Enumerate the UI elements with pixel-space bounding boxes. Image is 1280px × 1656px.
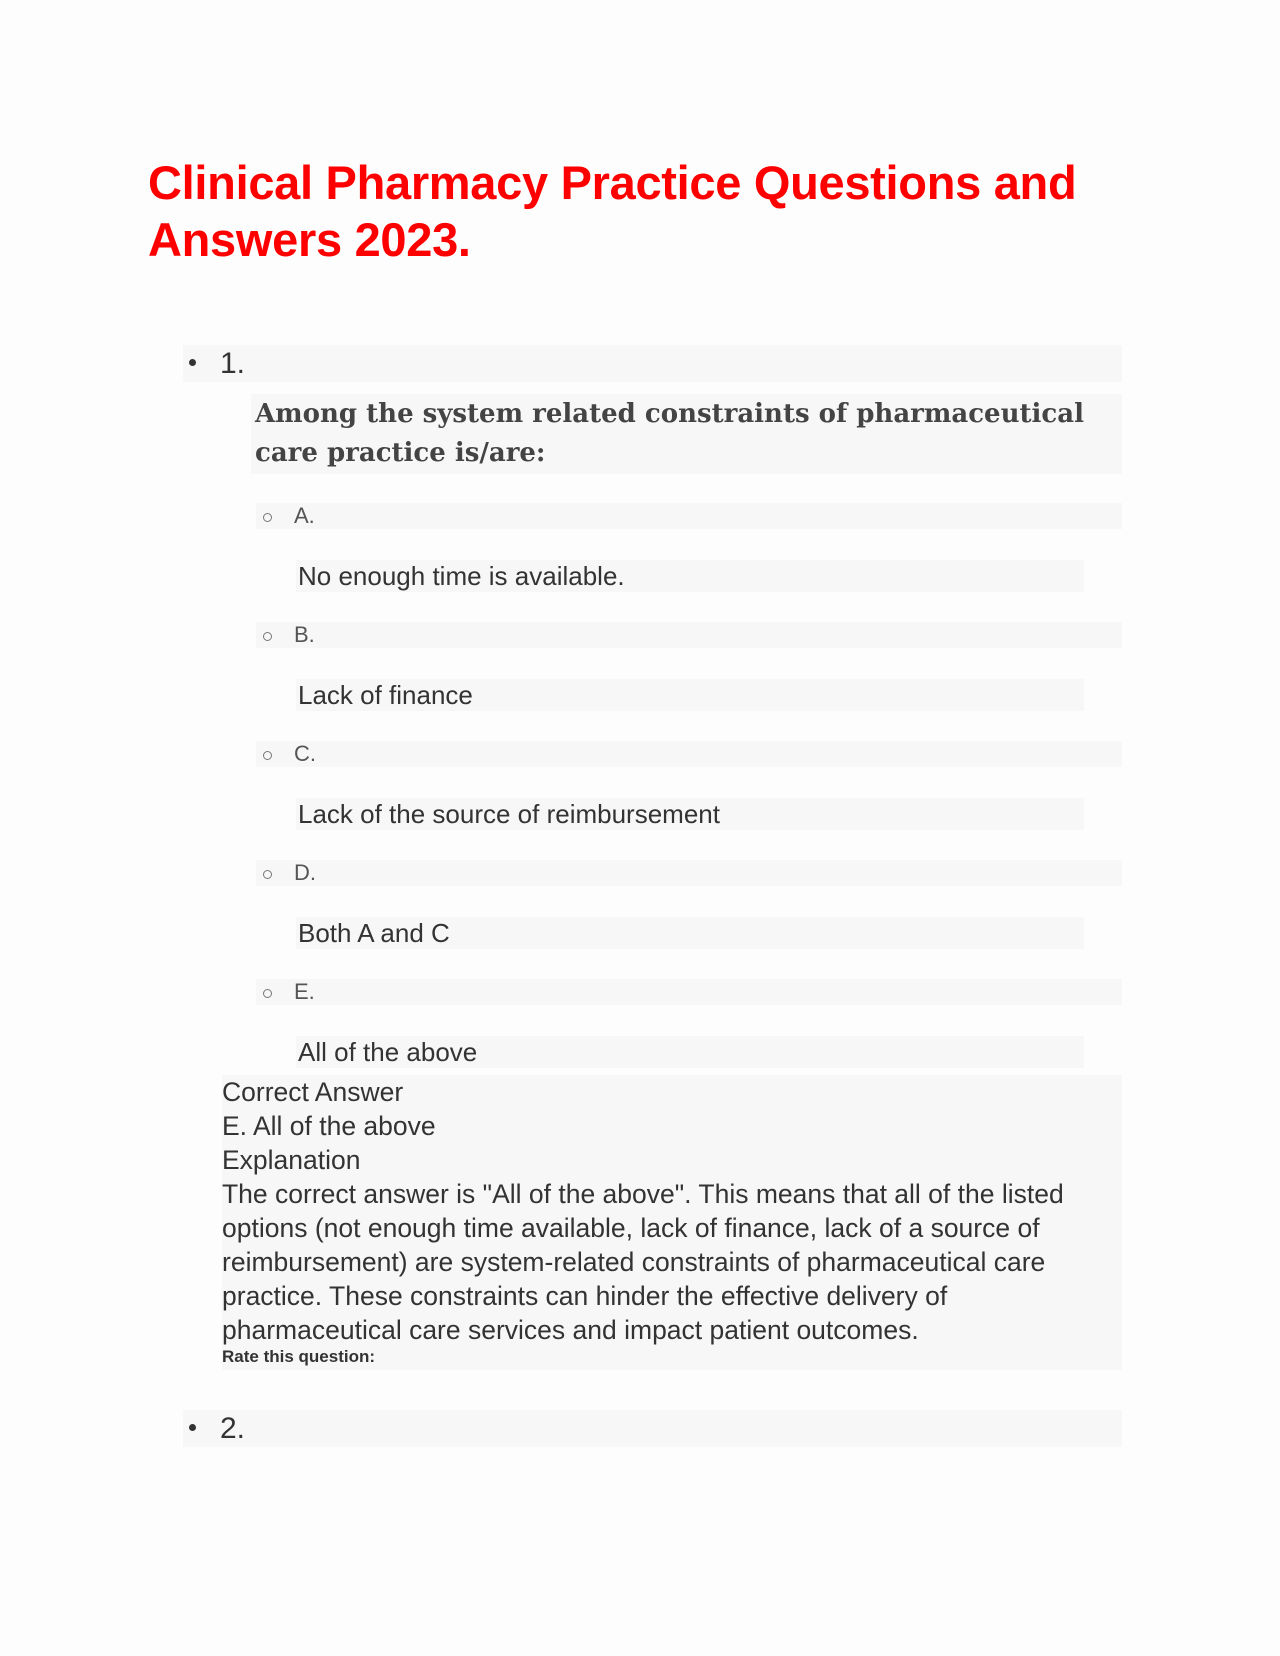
- correct-answer: E. All of the above: [222, 1111, 436, 1141]
- option-label: B.: [294, 622, 315, 647]
- explanation-line: practice. These constraints can hinder the effective delivery of: [222, 1281, 948, 1311]
- question-number-2: 2.: [183, 1410, 1122, 1447]
- explanation-heading: Explanation: [222, 1145, 361, 1175]
- option-text: All of the above: [296, 1036, 1084, 1068]
- circle-bullet-icon: [263, 751, 272, 760]
- option-b[interactable]: [256, 622, 1122, 648]
- explanation-line: options (not enough time available, lack of finance, lack of a source of: [222, 1213, 1040, 1243]
- option-a[interactable]: [256, 503, 1122, 529]
- correct-answer-heading: Correct Answer: [222, 1077, 404, 1107]
- explanation-line: pharmaceutical care services and impact patient outcomes.: [222, 1315, 919, 1345]
- circle-bullet-icon: [263, 989, 272, 998]
- circle-bullet-icon: [263, 870, 272, 879]
- circle-bullet-icon: [263, 513, 272, 522]
- option-label: D.: [294, 860, 316, 885]
- question-number-1: 1.: [183, 345, 1122, 382]
- option-text: Lack of the source of reimbursement: [296, 798, 1084, 830]
- option-label: C.: [294, 741, 316, 766]
- option-text: Both A and C: [296, 917, 1084, 949]
- bullet-icon: [189, 1424, 196, 1431]
- explanation-line: reimbursement) are system-related constraints of pharmaceutical care: [222, 1247, 1046, 1277]
- option-label: A.: [294, 503, 315, 528]
- explanation-line: The correct answer is "All of the above". This means that all of the listed: [222, 1179, 1064, 1209]
- page-title: Clinical Pharmacy Practice Questions and Answers 2023.: [148, 156, 1077, 266]
- option-text: No enough time is available.: [296, 560, 1084, 592]
- option-text: Lack of finance: [296, 679, 1084, 711]
- option-e[interactable]: [256, 979, 1122, 1005]
- rate-question-label: Rate this question:: [222, 1347, 376, 1366]
- circle-bullet-icon: [263, 632, 272, 641]
- question-text: Among the system related constraints of pharmaceutical care practice is/are:: [251, 394, 1122, 474]
- option-c[interactable]: [256, 741, 1122, 767]
- option-d[interactable]: [256, 860, 1122, 886]
- option-label: E.: [294, 979, 315, 1004]
- answer-explanation-box: [222, 1075, 1122, 1370]
- bullet-icon: [189, 359, 196, 366]
